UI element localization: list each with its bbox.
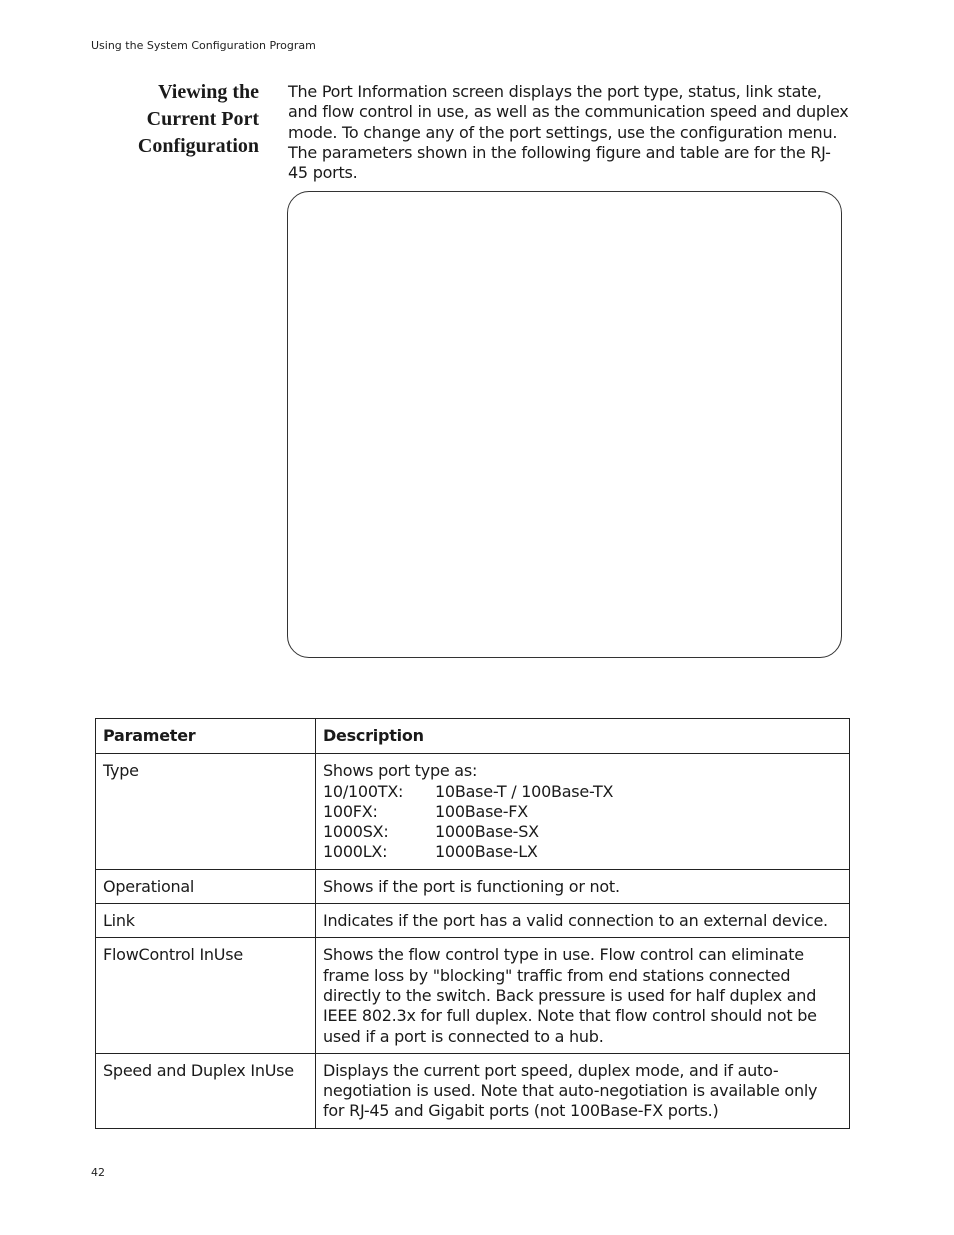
section-heading-line: Current Port xyxy=(146,108,259,130)
table-row xyxy=(96,938,850,1053)
running-header: Using the System Configuration Program xyxy=(91,39,316,52)
type-desc: 10Base-T / 100Base-TX xyxy=(435,781,614,801)
description-cell: Shows the flow control type in use. Flow control can eliminate frame loss by "blocking" traffic from end stations connected directly to the switch. Back pressure is used for half duplex and IEEE 802.3x for full duplex. Note that flow control should not be used if a port is connected to a hub. xyxy=(316,938,850,1053)
port-information-screen-figure xyxy=(287,191,842,658)
type-code: 100FX: xyxy=(323,801,378,821)
parameter-cell: Operational xyxy=(96,869,316,903)
column-header-description: Description xyxy=(316,719,850,754)
description-cell xyxy=(316,754,850,869)
type-intro: Shows port type as: xyxy=(323,761,478,781)
description-cell: Displays the current port speed, duplex mode, and if auto-negotiation is used. Note that auto-negotiation is available only for RJ-45 and Gigabit ports (not 100Base-FX ports.) xyxy=(316,1053,850,1128)
type-code: 10/100TX: xyxy=(323,781,404,801)
description-cell: Indicates if the port has a valid connection to an external device. xyxy=(316,904,850,938)
type-list xyxy=(323,782,842,863)
type-desc: 1000Base-SX xyxy=(435,822,539,842)
table-row xyxy=(96,754,850,869)
section-heading-line: Configuration xyxy=(137,135,259,157)
table-row xyxy=(96,904,850,938)
parameter-table xyxy=(95,718,850,1129)
parameter-cell: FlowControl InUse xyxy=(96,938,316,1053)
page-number: 42 xyxy=(91,1166,105,1179)
table-header-row xyxy=(96,719,850,754)
type-desc: 1000Base-LX xyxy=(435,842,538,862)
intro-paragraph: The Port Information screen displays the port type, status, link state, and flow control in use, as well as the communication speed and duplex mode. To change any of the port settings, use the configuration menu. The parameters shown in the following figure and table are for the RJ-45 ports. xyxy=(288,82,849,183)
type-desc: 100Base-FX xyxy=(435,801,528,821)
table-row xyxy=(96,869,850,903)
description-cell: Shows if the port is functioning or not. xyxy=(316,869,850,903)
section-heading xyxy=(100,79,259,160)
type-code: 1000SX: xyxy=(323,822,389,842)
column-header-parameter: Parameter xyxy=(96,719,316,754)
type-code: 1000LX: xyxy=(323,842,388,862)
table-row xyxy=(96,1053,850,1128)
parameter-cell: Type xyxy=(96,754,316,869)
section-heading-line: Viewing the xyxy=(158,81,259,103)
parameter-cell: Link xyxy=(96,904,316,938)
parameter-cell: Speed and Duplex InUse xyxy=(96,1053,316,1128)
